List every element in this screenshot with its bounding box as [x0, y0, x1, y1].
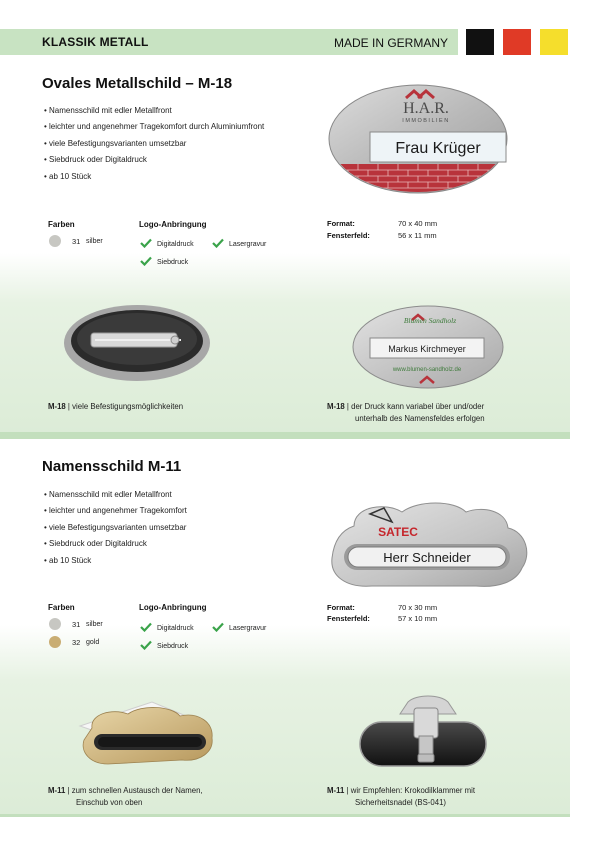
check-icon	[140, 238, 152, 248]
caption-code: M-11	[327, 786, 345, 795]
sign-name-text: Frau Krüger	[395, 140, 481, 157]
flag-black	[466, 29, 494, 55]
format-value: 70 x 40 mm	[398, 219, 438, 228]
caption-text: | der Druck kann variabel über und/oder	[344, 402, 485, 411]
cloud-name-badge-image	[326, 498, 534, 592]
badge-back-pin-image	[63, 303, 211, 383]
logo-option: Lasergravur	[229, 625, 267, 632]
feature-item: • leichter und angenehmer Tragekomfort	[44, 504, 187, 520]
check-icon	[212, 622, 224, 632]
color-name: silber	[86, 238, 103, 245]
feature-item: • viele Befestigungsvarianten umsetzbar	[44, 521, 187, 537]
badge-back-clip-image	[356, 692, 490, 772]
sign2-name-text: Markus Kirchmeyer	[388, 344, 466, 354]
sign2-logo-text: Blumen Sandholz	[403, 316, 457, 325]
check-icon	[140, 622, 152, 632]
caption-code: M-18	[327, 402, 345, 411]
check-icon	[140, 640, 152, 650]
window-label: Fensterfeld:	[327, 231, 370, 240]
window-value: 57 x 10 mm	[398, 614, 438, 623]
color-swatch-silver	[49, 235, 61, 247]
color-code: 31	[72, 237, 81, 246]
feature-item: • Namensschild mit edler Metallfront	[44, 104, 264, 120]
feature-item: • Siebdruck oder Digitaldruck	[44, 153, 264, 169]
logo-label: Logo-Anbringung	[139, 220, 207, 229]
colors-label: Farben	[48, 220, 75, 229]
logo-option: Digitaldruck	[157, 241, 194, 248]
color-swatch-silver	[49, 618, 61, 630]
format-value: 70 x 30 mm	[398, 603, 438, 612]
logo-label: Logo-Anbringung	[139, 603, 207, 612]
window-value: 56 x 11 mm	[398, 231, 437, 240]
oval-badge-example-image	[352, 305, 504, 389]
caption-text: Einschub von oben	[76, 798, 143, 807]
check-icon	[212, 238, 224, 248]
flag-red	[503, 29, 531, 55]
feature-item: • ab 10 Stück	[44, 554, 187, 570]
caption-text: Sicherheitsnadel (BS-041)	[355, 798, 447, 807]
section-divider	[0, 432, 570, 439]
logo-option: Lasergravur	[229, 241, 267, 248]
caption-m11-right	[327, 785, 475, 809]
feature-list-m18	[44, 104, 264, 186]
logo-option: Siebdruck	[157, 259, 189, 266]
sign-logo-text: SATEC	[378, 525, 418, 539]
color-swatch-gold	[49, 636, 61, 648]
caption-m11-left	[48, 785, 203, 809]
window-label: Fensterfeld:	[327, 614, 370, 623]
feature-list-m11	[44, 488, 187, 570]
colors-label: Farben	[48, 603, 75, 612]
header-made-in: MADE IN GERMANY	[334, 36, 449, 50]
sign2-url-text: www.blumen-sandholz.de	[392, 367, 462, 373]
product-title-m18: Ovales Metallschild – M-18	[42, 75, 233, 92]
sign-logo-subtext: IMMOBILIEN	[402, 118, 450, 124]
caption-m18-right	[327, 401, 485, 425]
caption-text: | wir Empfehlen: Krokodilklammer mit	[344, 786, 476, 795]
feature-item: • Namensschild mit edler Metallfront	[44, 488, 187, 504]
feature-item: • Siebdruck oder Digitaldruck	[44, 537, 187, 553]
color-name: silber	[86, 621, 103, 628]
logo-option: Siebdruck	[157, 643, 189, 650]
format-label: Format:	[327, 603, 355, 612]
caption-code: M-11	[48, 786, 66, 795]
product-title-m11: Namensschild M-11	[42, 458, 182, 475]
oval-name-badge-image	[328, 84, 508, 194]
caption-code: M-18	[48, 402, 66, 411]
sign-logo-text: H.A.R.	[403, 100, 449, 117]
sign-name-text: Herr Schneider	[383, 550, 471, 565]
color-code: 31	[72, 620, 81, 629]
caption-text: unterhalb des Namensfeldes erfolgen	[355, 414, 485, 423]
section-divider-bottom	[0, 814, 570, 817]
gold-badge-insert-image	[72, 692, 222, 776]
feature-item: • viele Befestigungsvarianten umsetzbar	[44, 137, 264, 153]
color-name: gold	[86, 639, 100, 646]
check-icon	[140, 256, 152, 266]
color-code: 32	[72, 638, 81, 647]
caption-m18-left	[48, 401, 183, 413]
flag-gold	[540, 29, 568, 55]
header-category: KLASSIK METALL	[42, 35, 149, 49]
feature-item: • leichter und angenehmer Tragekomfort durch Aluminiumfront	[44, 120, 264, 136]
format-label: Format:	[327, 219, 355, 228]
caption-text: | zum schnellen Austausch der Namen,	[65, 786, 203, 795]
caption-text: | viele Befestigungsmöglichkeiten	[65, 402, 184, 411]
logo-option: Digitaldruck	[157, 625, 194, 632]
feature-item: • ab 10 Stück	[44, 170, 264, 186]
